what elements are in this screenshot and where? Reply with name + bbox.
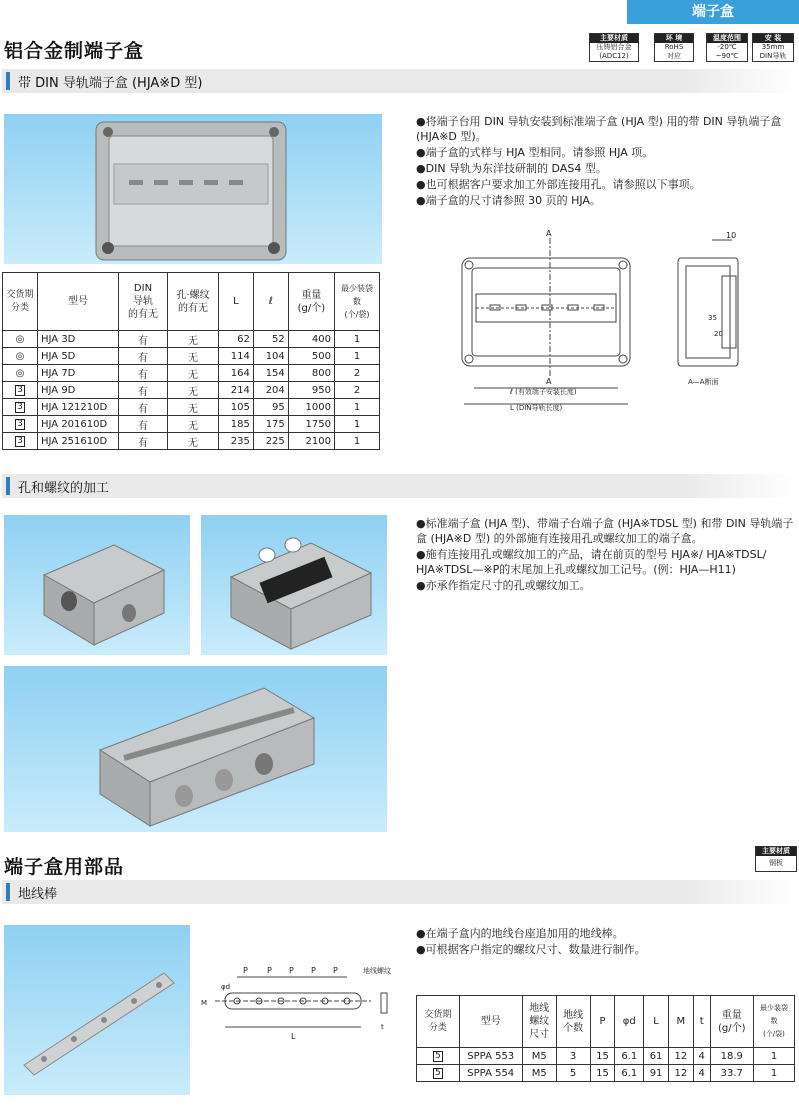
col-phi-d: φd (615, 996, 644, 1048)
cell: 有 (119, 416, 168, 433)
cell: 1 (754, 1065, 795, 1082)
spec-environment (654, 33, 694, 62)
ground-bar-bullet-list (416, 926, 794, 958)
product-photo-ground-bar (4, 925, 190, 1095)
cell: 235 (219, 433, 254, 450)
bullet: ●在端子盒内的地线台座追加用的地线棒。 (416, 927, 624, 940)
spec-head: 温度范围 (707, 34, 747, 43)
cell: 33.7 (710, 1065, 753, 1082)
cell: 有 (119, 399, 168, 416)
table-row (3, 433, 380, 450)
cell: 1 (335, 331, 380, 348)
cell (417, 1048, 460, 1065)
cell: HJA 3D (38, 331, 119, 348)
delivery-badge: 5 (435, 1051, 441, 1061)
cell (3, 416, 38, 433)
label-m: M (201, 999, 208, 1007)
spec-head: 主要材质 (590, 34, 638, 43)
delivery-badge: 3 (17, 419, 23, 429)
box-hole-illustration (4, 515, 190, 655)
table-header-row (3, 273, 380, 331)
col-screw-size: 地线 螺纹 尺寸 (522, 996, 556, 1048)
spec-head: 安 装 (753, 34, 793, 43)
bullet: ●端子盒的尺寸请参照 30 页的 HJA。 (416, 194, 601, 207)
cell: 62 (219, 331, 254, 348)
cell: HJA 7D (38, 365, 119, 382)
subsection-bar-hole-thread (2, 474, 797, 498)
cell: HJA 251610D (38, 433, 119, 450)
din-box-bullet-list (416, 114, 794, 209)
col-l: L (644, 996, 669, 1048)
table-row (3, 348, 380, 365)
cell: 214 (219, 382, 254, 399)
table-header-row (417, 996, 795, 1048)
cell: SPPA 554 (459, 1065, 522, 1082)
cell: 1750 (288, 416, 334, 433)
subsection-bar-din-box (2, 69, 797, 93)
cell: 154 (253, 365, 288, 382)
label-p: P (289, 966, 294, 975)
subsection-bar-ground-bar (2, 880, 797, 904)
col-hole: 孔·螺纹 的有无 (168, 273, 219, 331)
cell: 4 (693, 1048, 710, 1065)
table-row (417, 1065, 795, 1082)
col-t: t (693, 996, 710, 1048)
section-title-box-parts: 端子盒用部品 (4, 856, 125, 878)
ground-bar-technical-drawing (195, 955, 410, 1045)
label-p: P (243, 966, 248, 975)
col-delivery: 交货期 分类 (417, 996, 460, 1048)
cell: 91 (644, 1065, 669, 1082)
col-min-qty: 最少装袋数 (个/袋) (754, 996, 795, 1048)
cell (3, 433, 38, 450)
col-weight: 重量 (g/个) (288, 273, 334, 331)
col-model: 型号 (459, 996, 522, 1048)
spec-temperature (706, 33, 748, 62)
label-l: L (291, 1032, 296, 1041)
cell: 无 (168, 416, 219, 433)
cell: 175 (253, 416, 288, 433)
product-photo-box-with-hole (4, 515, 190, 655)
cell: 无 (168, 365, 219, 382)
ground-bar-spec-table (416, 995, 795, 1082)
cell: 164 (219, 365, 254, 382)
cell: 15 (590, 1065, 615, 1082)
table-row (3, 382, 380, 399)
spec-body: RoHS 对应 (664, 43, 684, 60)
cell: M5 (522, 1065, 556, 1082)
cell (417, 1065, 460, 1082)
box-terminal-illustration (201, 515, 387, 655)
cell: 有 (119, 331, 168, 348)
ground-bar-illustration (4, 925, 190, 1095)
cell: 2100 (288, 433, 334, 450)
cell: 225 (253, 433, 288, 450)
din-box-illustration (4, 114, 382, 264)
cell: 有 (119, 365, 168, 382)
col-l: L (219, 273, 254, 331)
spec-mounting (752, 33, 794, 62)
cell: 52 (253, 331, 288, 348)
long-box-illustration (4, 666, 387, 832)
cell: ◎ (3, 331, 38, 348)
din-box-spec-table (2, 272, 380, 450)
cell: 2 (335, 365, 380, 382)
col-l-small: ℓ (253, 273, 288, 331)
cell: 无 (168, 399, 219, 416)
cell: HJA 9D (38, 382, 119, 399)
table-row (417, 1048, 795, 1065)
bullet: ●将端子台用 DIN 导轨安装到标准端子盒 (HJA 型) 用的带 DIN 导轨端子盒 (HJA※D 型)。 (416, 115, 782, 143)
col-din: DIN 导轨 的有无 (119, 273, 168, 331)
cell: 有 (119, 433, 168, 450)
product-photo-din-box (4, 114, 382, 264)
spec-body: 压铸铝合金 (ADC12) (596, 43, 632, 60)
cell: 有 (119, 382, 168, 399)
cell: 15 (590, 1048, 615, 1065)
din-box-technical-drawing (450, 228, 780, 418)
label-p: P (311, 966, 316, 975)
cell: 5 (556, 1065, 590, 1082)
col-p: P (590, 996, 615, 1048)
cell: 114 (219, 348, 254, 365)
spec-body: 钢板 (769, 859, 783, 867)
label-section: A—A断面 (688, 378, 719, 386)
cell: 1 (335, 416, 380, 433)
col-weight: 重量 (g/个) (710, 996, 753, 1048)
cell: M5 (522, 1048, 556, 1065)
label-t: t (381, 1023, 384, 1031)
label-screw: 地线螺纹 (363, 967, 391, 975)
col-delivery: 交货期 分类 (3, 273, 38, 331)
cell: 2 (335, 382, 380, 399)
section-title-aluminum-box: 铝合金制端子盒 (4, 40, 145, 62)
cell: 95 (253, 399, 288, 416)
cell: 400 (288, 331, 334, 348)
subsection-title: 地线棒 (18, 887, 58, 902)
cell: 1 (335, 433, 380, 450)
label-p: P (267, 966, 272, 975)
bullet: ●DIN 导轨为东洋技研制的 DAS4 型。 (416, 162, 607, 175)
table-row (3, 399, 380, 416)
spec-material (589, 33, 639, 62)
cell: 无 (168, 331, 219, 348)
cell: 18.9 (710, 1048, 753, 1065)
cell: 104 (253, 348, 288, 365)
bar-marker (6, 72, 10, 90)
cell (3, 399, 38, 416)
cell: 1 (335, 399, 380, 416)
delivery-badge: 5 (435, 1068, 441, 1078)
cell: 1 (754, 1048, 795, 1065)
spec-body: -20℃ ~90℃ (715, 43, 739, 60)
cell: 105 (219, 399, 254, 416)
spec-material-steel (755, 846, 797, 872)
col-m: M (668, 996, 693, 1048)
bullet: ●端子盒的式样与 HJA 型相同。请参照 HJA 项。 (416, 146, 654, 159)
cell: 950 (288, 382, 334, 399)
cell: 204 (253, 382, 288, 399)
bullet: ●亦承作指定尺寸的孔或螺纹加工。 (416, 579, 591, 592)
bullet: ●标准端子盒 (HJA 型)、带端子台端子盒 (HJA※TDSL 型) 和带 DIN 导轨端子盒 (HJA※D 型) 的外部施有连接用孔或螺纹加工的端子盒。 (416, 517, 794, 545)
bullet: ●可根据客户指定的螺纹尺寸、数量进行制作。 (416, 943, 646, 956)
product-photo-long-box (4, 666, 387, 832)
cell: 500 (288, 348, 334, 365)
bar-marker (6, 883, 10, 901)
cell: HJA 5D (38, 348, 119, 365)
cell: 61 (644, 1048, 669, 1065)
table-row (3, 331, 380, 348)
delivery-badge: 3 (17, 436, 23, 446)
label-20: 20 (714, 330, 723, 338)
cell: 4 (693, 1065, 710, 1082)
subsection-title: 孔和螺纹的加工 (18, 481, 110, 496)
col-model: 型号 (38, 273, 119, 331)
label-din-length: L (DIN导轨长度) (510, 404, 563, 412)
cell: HJA 201610D (38, 416, 119, 433)
col-min-qty: 最少装袋数 (个/袋) (335, 273, 380, 331)
delivery-badge: 3 (17, 385, 23, 395)
table-row (3, 365, 380, 382)
cell: 3 (556, 1048, 590, 1065)
cell: SPPA 553 (459, 1048, 522, 1065)
label-effective-length: ℓ (有效端子安装长度) (510, 388, 577, 396)
spec-head: 主要材质 (756, 847, 796, 856)
product-photo-box-with-terminal (201, 515, 387, 655)
label-a-bottom: A (546, 377, 552, 386)
cell: 无 (168, 348, 219, 365)
cell: 1 (335, 348, 380, 365)
label-35: 35 (708, 314, 717, 322)
bullet: ●也可根据客户要求加工外部连接用孔。请参照以下事项。 (416, 178, 701, 191)
spec-body: 35mm DIN导轨 (759, 43, 787, 60)
cell: 6.1 (615, 1048, 644, 1065)
cell (3, 382, 38, 399)
delivery-badge: 3 (17, 402, 23, 412)
hole-thread-bullet-list (416, 516, 794, 594)
cell: 无 (168, 433, 219, 450)
cell: 185 (219, 416, 254, 433)
cell: 800 (288, 365, 334, 382)
cell: 6.1 (615, 1065, 644, 1082)
bullet: ●施有连接用孔或螺纹加工的产品，请在前页的型号 HJA※/ HJA※TDSL/ HJA※TDSL—※P的末尾加上孔或螺纹加工记号。(例：HJA—H11) (416, 548, 767, 576)
label-a-top: A (546, 229, 552, 238)
spec-head: 环 境 (655, 34, 693, 43)
cell: 12 (668, 1048, 693, 1065)
label-p: P (333, 966, 338, 975)
cell: ◎ (3, 365, 38, 382)
cell: 1000 (288, 399, 334, 416)
table-row (3, 416, 380, 433)
col-screw-count: 地线 个数 (556, 996, 590, 1048)
bar-marker (6, 477, 10, 495)
cell: 有 (119, 348, 168, 365)
category-tab: 端子盒 (627, 0, 799, 24)
cell: 无 (168, 382, 219, 399)
subsection-title: 带 DIN 导轨端子盒 (HJA※D 型) (18, 76, 203, 91)
label-10: 10 (726, 231, 737, 240)
label-phi-d: φd (221, 983, 231, 991)
cell: HJA 121210D (38, 399, 119, 416)
cell: 12 (668, 1065, 693, 1082)
cell: ◎ (3, 348, 38, 365)
